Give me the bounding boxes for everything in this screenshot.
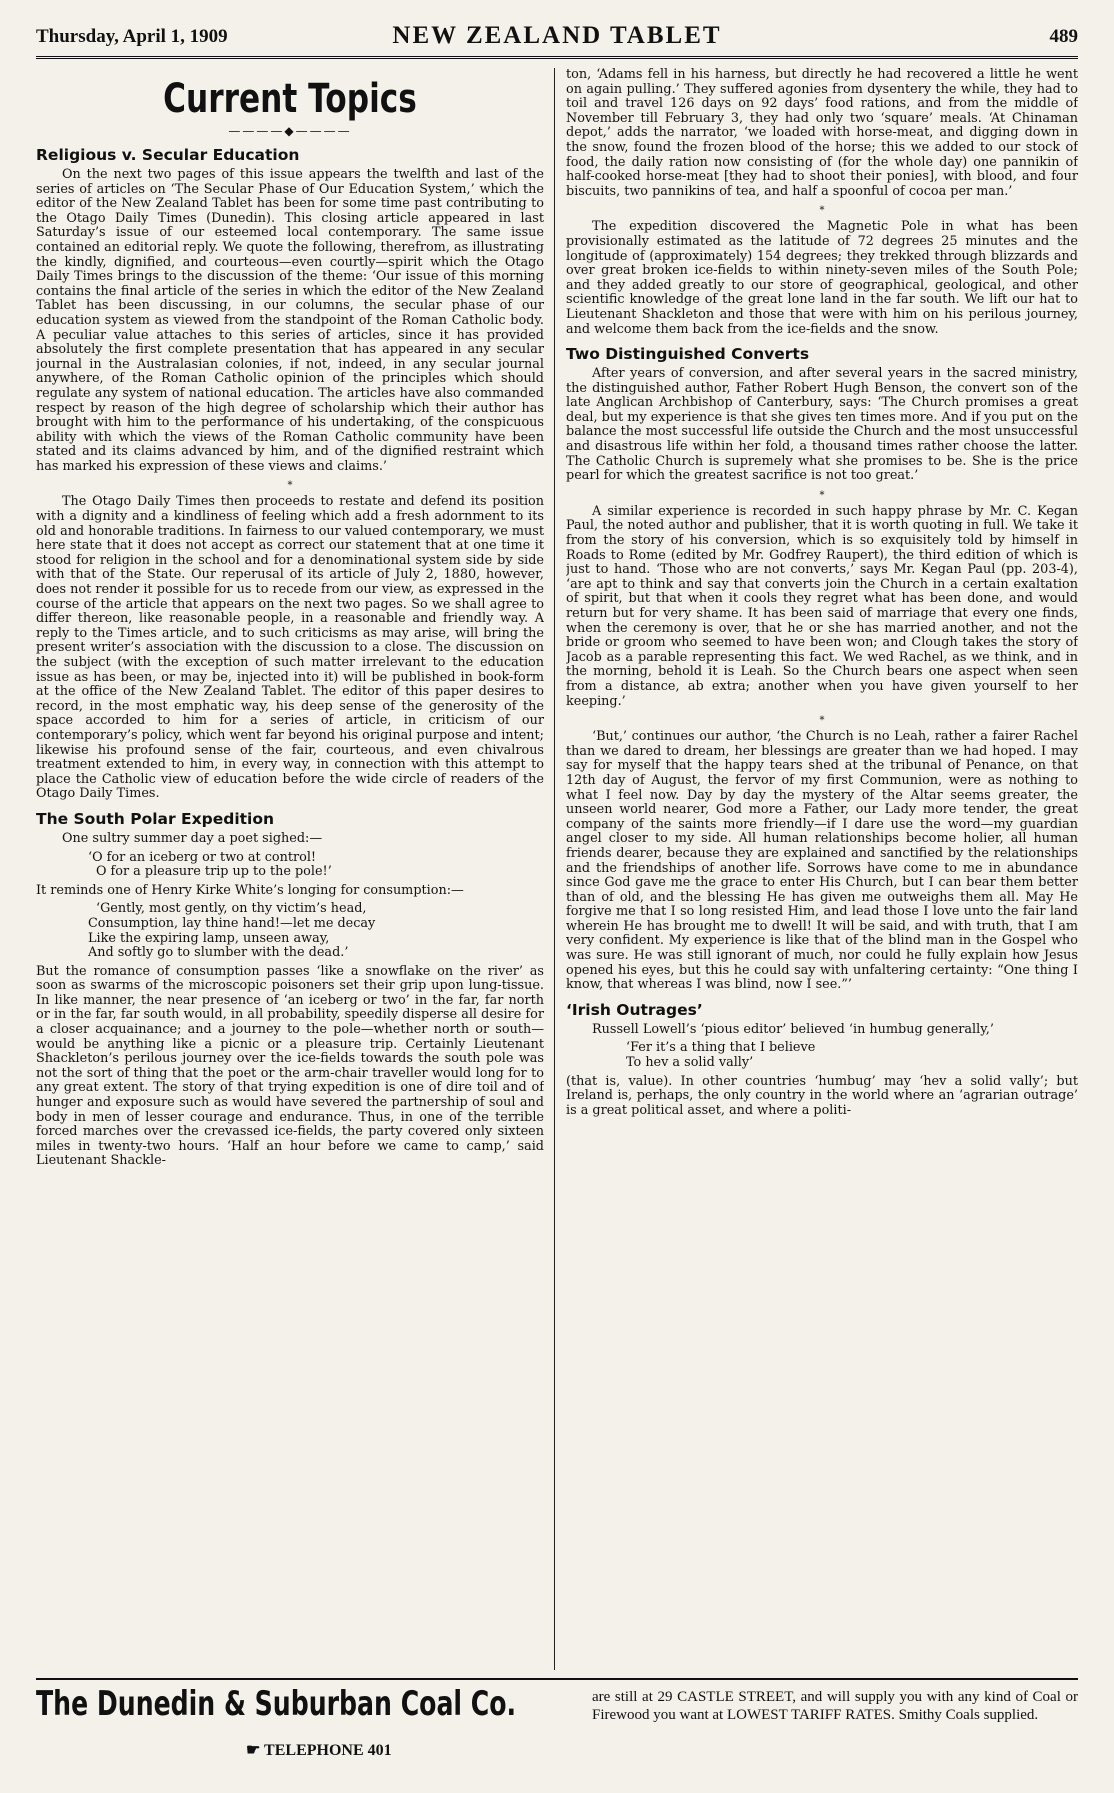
- asterisk-divider: *: [819, 489, 825, 501]
- right-column: [566, 68, 1078, 1670]
- header-date: Thursday, April 1, 1909: [36, 26, 228, 47]
- heading-irish-outrages: ‘Irish Outrages’: [566, 1000, 703, 1019]
- verse-quote: [36, 851, 544, 880]
- verse-line: To hev a solid vally’: [626, 1055, 754, 1071]
- paragraph: One sultry summer day a poet sighed:—: [62, 830, 323, 846]
- masthead-title: NEW ZEALAND TABLET: [392, 22, 722, 49]
- paragraph: On the next two pages of this issue appears the twelfth and last of the series of articles on ‘The Secular Phase of Our Education System,’ which the editor of the New Zealand Tablet has been for some time past contributing to the Otago Daily Times (Dunedin). This closing article appeared in last Saturday’s issue of our esteemed local contemporary. The same issue contained an editorial reply. We quote the following, therefrom, as illustrating the kindly, dignified, and courteous—even courtly—spirit which the Otago Daily Times brings to the discussion of the theme: ‘Our issue of this morning contains the final article of the series in which the editor of the New Zealand Tablet has been discussing, in our columns, the secular phase of our education system as viewed from the standpoint of the Roman Catholic body. A peculiar value attaches to this series of articles, since it has provided absolutely the first complete presentation that has appeared in any secular journal in the Australasian colonies, if not, indeed, in any secular journal anywhere, of the Roman Catholic opinion of the principles which should regulate any system of national education. The articles have also commanded respect by reason of the high degree of scholarship which their author has brought with him to the performance of his undertaking, of the conspicuous ability with which the views of the Roman Catholic community have been stated and its claims advanced by him, and of the dignified restraint which has marked his expression of these views and claims.’: [36, 167, 544, 474]
- asterisk-divider: *: [819, 715, 825, 727]
- verse-line: ‘O for an iceberg or two at control!: [88, 849, 317, 865]
- paragraph: After years of conversion, and after several years in the sacred ministry, the distinguished author, Father Robert Hugh Benson, the convert son of the late Anglican Archbishop of Canterbury, says: ‘The Church promises a great deal, but my experience is that she gives ten times more. And if you put on the balance the most successful life outside the Church and the most unsuccessful and disastrous life within her fold, a thousand times rather choose the latter. The Catholic Church is supremely what she promises to be. She is the price pearl for which the greatest sacrifice is not too great.’: [566, 366, 1078, 484]
- page-number: 489: [1049, 26, 1078, 47]
- verse-line: And softly go to slumber with the dead.’: [88, 945, 349, 961]
- verse-line: Like the expiring lamp, unseen away,: [88, 930, 330, 946]
- verse-quote: [36, 902, 544, 960]
- paragraph: The expedition discovered the Magnetic Pole in what has been provisionally estimated as the latitude of 72 degrees 25 minutes and the longitude of (approximately) 154 degrees; they trekked through blizzards and over great broken ice-fields to within ninety-seven miles of the South Pole; and they added greatly to our store of geographical, geological, and other scientific knowledge of the great lone land in the far south. We lift our hat to Lieutenant Shackleton and those that were with him on his perilous journey, and welcome them back from the ice-fields and the snow.: [566, 219, 1078, 337]
- ornament-rule: ————◆————: [228, 124, 352, 138]
- verse-quote: [566, 1041, 1078, 1070]
- asterisk-divider: *: [819, 205, 825, 217]
- paragraph: The Otago Daily Times then proceeds to restate and defend its position with a dignity and a kindliness of feeling which add a fresh adornment to its old and honorable traditions. In fairness to our valued contemporary, we must here state that it does not accept as correct our statement that at one time it stood for religion in the school and for a denominational system side by side with that of the State. Our reperusal of its article of July 2, 1880, however, does not render it possible for us to recede from our view, as expressed in the course of the article that appears on the next two pages. So we shall agree to differ thereon, like reasonable people, in a reasonable and friendly way. A reply to the Times article, and to such criticisms as may arise, will bring the present writer’s association with the discussion to a close. The discussion on the subject (with the exception of such matter irrelevant to the education issue as has been, or may be, injected into it) will be published in book-form at the office of the New Zealand Tablet. The editor of this paper desires to record, in the most emphatic way, his deep sense of the generosity of the space accorded to him for a series of article, in criticism of our contemporary’s policy, which went far beyond his original purpose and intent; likewise his profound sense of the fair, courteous, and even chivalrous treatment extended to him, in every way, in connection with this attempt to place the Catholic view of education before the wide circle of readers of the Otago Daily Times.: [36, 494, 544, 802]
- paragraph: ‘But,’ continues our author, ‘the Church is no Leah, rather a fairer Rachel than we dared to dream, her blessings are greater than we had hoped. I may say for myself that the happy tears shed at the tribunal of Penance, on that 12th day of August, the fervor of my first Communion, were as nothing to what I feel now. Day by day the mystery of the Altar seems greater, the unseen world nearer, God more a Father, our Lady more tender, the great company of the saints more friendly—if I dare use the word—my guardian angel closer to my side. All human relationships become holier, all human friends dearer, because they are explained and sanctified by the relationships and the friendships of another life. Sorrows have come to me in abundance since God gave me the grace to enter His Church, but I can bear them better than of old, and the blessing He has given me outweighs them all. May He forgive me that I so long resisted Him, and lead those I love unto the fair land wherein He has brought me to dwell! It will be said, and with truth, that I am very confident. My experience is like that of the blind man in the Gospel who was sure. He was still ignorant of much, nor could he fully explain how Jesus opened his eyes, but this he could say with unfaltering certainty: “One thing I know, that whereas I was blind, now I see.”’: [566, 729, 1078, 993]
- section-title: Current Topics: [163, 76, 417, 122]
- heading-south-polar-expedition: The South Polar Expedition: [36, 809, 275, 828]
- heading-religious-education: Religious v. Secular Education: [36, 146, 300, 164]
- paragraph: But the romance of consumption passes ‘like a snowflake on the river’ as soon as swarms of the microscopic poisoners set their grip upon lung-tissue. In like manner, the near presence of ‘an iceberg or two’ in the far, far north or in the far, far south would, in all probability, speedily disperse all desire for a closer acquainance; and a journey to the pole—whether north or south—would be anything like a picnic or a pleasure trip. Certainly Lieutenant Shackleton’s perilous journey over the ice-fields towards the south pole was not the sort of thing that the poet or the arm-chair traveller would long for to any great extent. The story of that trying expedition is one of dire toil and of hunger and exposure such as would have severed the partnership of soul and body in men of lesser courage and endurance. Thus, in one of the terrible forced marches over the crevassed ice-fields, the party covered only sixteen miles in twenty-two hours. ‘Half an hour before we came to camp,’ said Lieutenant Shackle-: [36, 963, 544, 1169]
- telephone-line: ☛ TELEPHONE 401: [246, 1742, 392, 1759]
- heading-two-converts: Two Distinguished Converts: [566, 345, 810, 364]
- advertisement-footer: [36, 1678, 1078, 1780]
- paragraph: It reminds one of Henry Kirke White’s longing for consumption:—: [36, 882, 464, 898]
- left-column: [36, 68, 544, 1670]
- asterisk-divider: *: [287, 480, 293, 492]
- page-header: [36, 16, 1078, 59]
- paragraph: ton, ‘Adams fell in his harness, but directly he had recovered a little he went on again pulling.’ They suffered agonies from dysentery the while, they had to toil and travel 126 days on 92 days’ food rations, and from the middle of November till February 3, they had only two ‘square’ meals. ‘At Chinaman depot,’ adds the narrator, ‘we loaded with horse-meat, and digging down in the snow, found the frozen blood of the horse; this we added to our stock of food, the daily ration now consisting of (for the whole day) one pannikin of half-cooked horse-meat [they had to shoot their ponies], with blood, and four biscuits, two pannikins of tea, and half a spoonful of cocoa per man.’: [566, 68, 1078, 199]
- column-divider: [554, 68, 555, 1670]
- paragraph: A similar experience is recorded in such happy phrase by Mr. C. Kegan Paul, the noted author and publisher, that it is worth quoting in full. We take it from the story of his conversion, which is so exquisitely told by himself in Roads to Rome (edited by Mr. Godfrey Raupert), the third edition of which is just to hand. ‘Those who are not converts,’ says Mr. Kegan Paul (pp. 203-4), ‘are apt to think and say that converts join the Church in a certain exaltation of spirit, but that when it cools they regret what has been done, and would return but for very shame. It has been said of marriage that every one finds, when the ceremony is over, that he or she has married another, and not the bride or groom who seemed to have been won; and Clough takes the story of Jacob as a parable representing this fact. We wed Rachel, as we think, and in the morning, behold it is Leah. So the Church bears one aspect when seen from a distance, ab extra; another when you have given yourself to her keeping.’: [566, 503, 1078, 709]
- paragraph: Russell Lowell’s ‘pious editor’ believed ‘in humbug generally,’: [592, 1021, 994, 1037]
- verse-line: ‘Gently, most gently, on thy victim’s head,: [96, 901, 367, 917]
- advertisement-text: are still at 29 CASTLE STREET, and will supply you with any kind of Coal or Firewood you want at LOWEST TARIFF RATES. Smithy Coals supplied.: [592, 1689, 1078, 1723]
- verse-line: O for a pleasure trip up to the pole!’: [96, 864, 332, 880]
- verse-line: ‘Fer it’s a thing that I believe: [626, 1040, 816, 1056]
- advertiser-name: The Dunedin & Suburban Coal Co.: [36, 1684, 517, 1724]
- paragraph: (that is, value). In other countries ‘humbug’ may ‘hev a solid vally’; but Ireland is, perhaps, the only country in the world where an ‘agrarian outrage’ is a great political asset, and where a politi-: [566, 1073, 1078, 1118]
- verse-line: Consumption, lay thine hand!—let me decay: [88, 915, 376, 931]
